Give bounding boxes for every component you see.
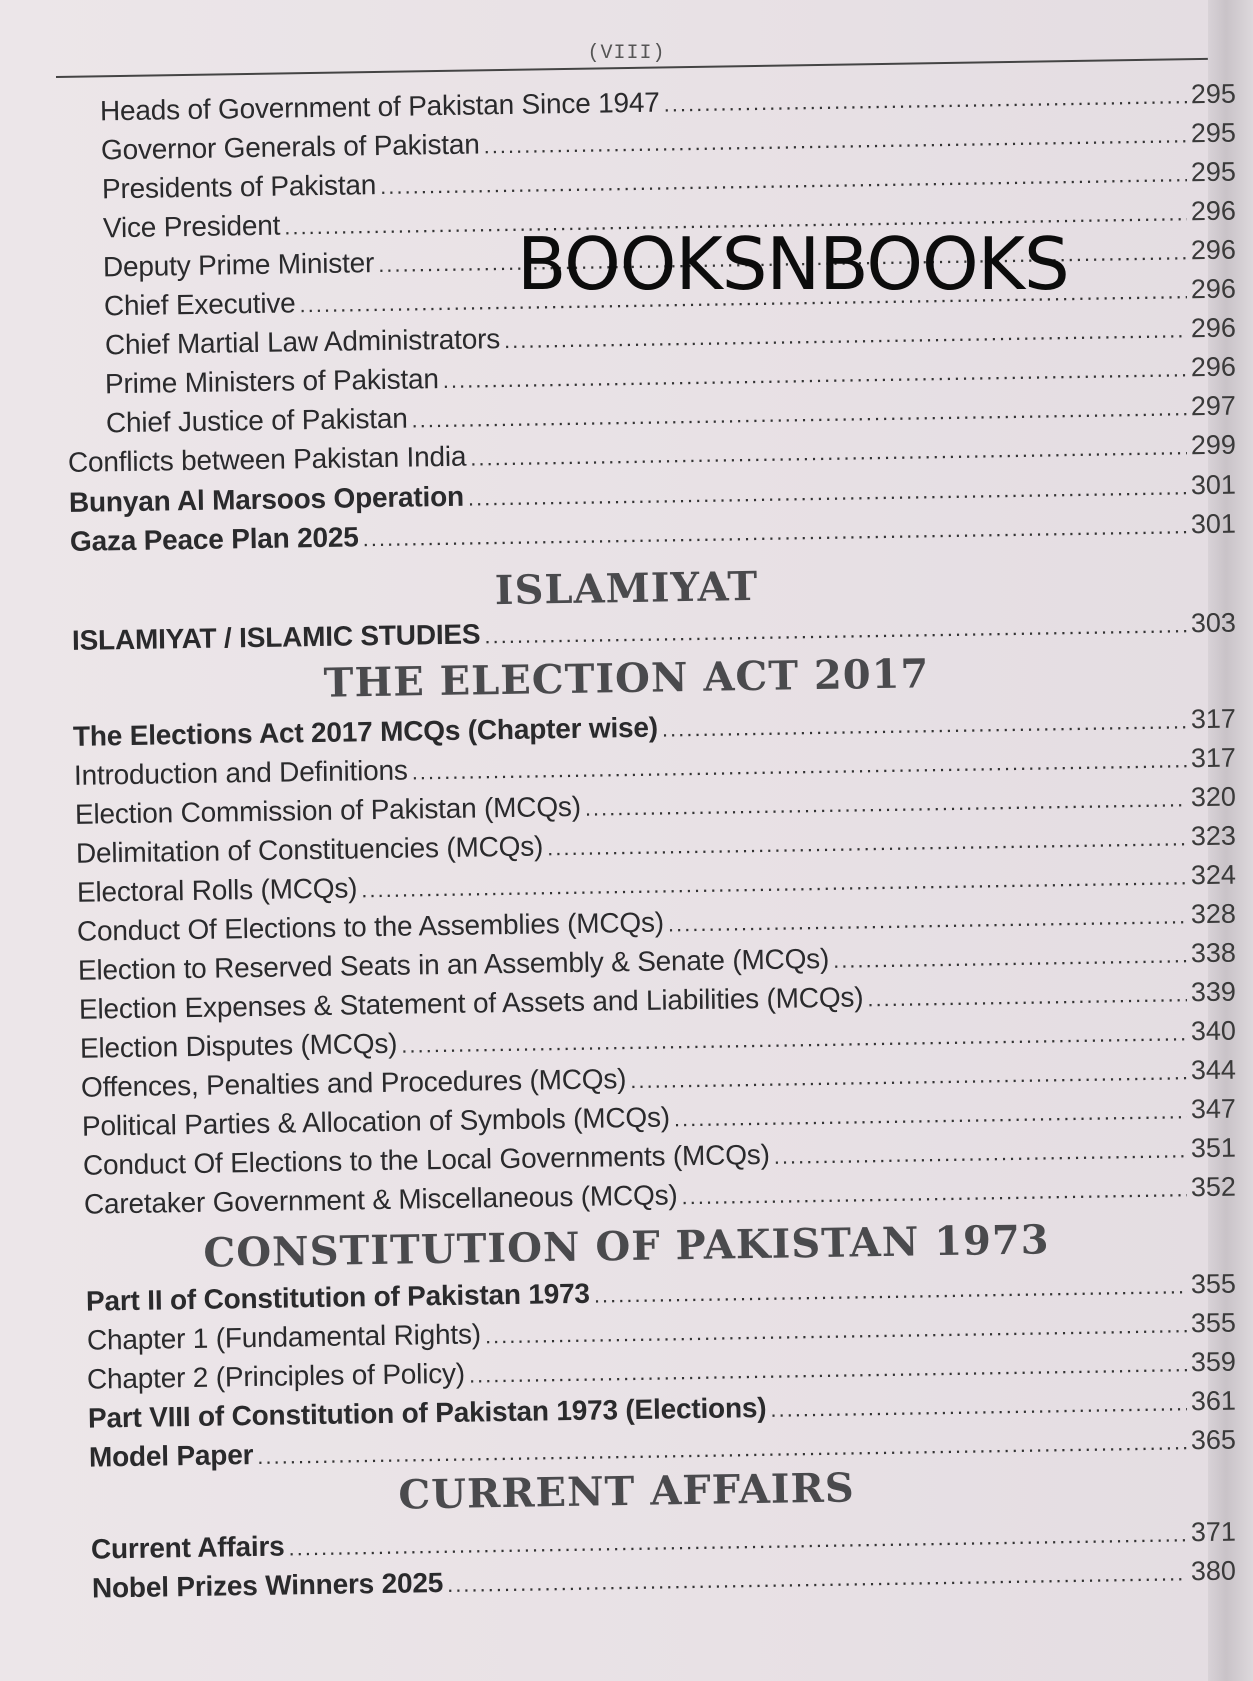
entry-title: Model Paper [88,1439,254,1473]
entry-page: 355 [1190,1307,1237,1339]
entry-page: 328 [1190,898,1237,930]
entry-page: 297 [1190,390,1237,422]
entry-title: Bunyan Al Marsoos Operation [68,480,465,518]
entry-title: Delimitation of Constituencies (MCQs) [75,830,544,869]
entry-title: Presidents of Pakistan [101,169,377,205]
entry-page: 317 [1190,742,1237,774]
entry-title: Caretaker Government & Miscellaneous (MCQs) [83,1179,678,1220]
entry-page: 371 [1190,1516,1237,1548]
entry-title: Governor Generals of Pakistan [100,128,480,166]
entry-title: Conflicts between Pakistan India [67,440,467,478]
entry-page: 299 [1190,429,1237,461]
dot-leader [681,1169,1187,1217]
entry-title: Election Disputes (MCQs) [79,1027,398,1064]
entry-title: Part II of Constitution of Pakistan 1973 [85,1277,591,1317]
entry-page: 344 [1190,1054,1237,1086]
entry-title: Prime Ministers of Pakistan [104,363,440,400]
entry-title: Chapter 2 (Principles of Policy) [86,1357,466,1395]
entry-page: 296 [1190,234,1237,266]
entry-page: 323 [1190,820,1237,852]
page-number-roman: (VIII) [587,42,666,65]
entry-title: Election Commission of Pakistan (MCQs) [74,790,582,830]
entry-page: 340 [1190,1015,1237,1047]
entry-title: Chief Martial Law Administrators [104,323,501,361]
entry-title: Introduction and Definitions [73,754,408,791]
entry-title: Chapter 1 (Fundamental Rights) [86,1318,482,1356]
watermark-text: BOOKSNBOOKS [517,222,1069,306]
entry-title: Election Expenses & Statement of Assets and Liabilities (MCQs) [78,981,864,1025]
section-heading-current-affairs: CURRENT AFFAIRS [398,1464,855,1519]
entry-title: Current Affairs [90,1530,285,1565]
entry-page: 317 [1190,703,1237,735]
entry-page: 320 [1190,781,1237,813]
entry-title: Electoral Rolls (MCQs) [76,872,358,908]
section-heading-constitution: CONSTITUTION OF PAKISTAN 1973 [203,1216,1050,1277]
entry-title: Part VIII of Constitution of Pakistan 1973 (Elections) [87,1391,767,1434]
entry-page: 351 [1190,1132,1237,1164]
entry-title: Chief Executive [103,287,296,322]
entry-page: 339 [1190,976,1237,1008]
entry-page: 361 [1190,1385,1237,1417]
section-heading-islamiyat: ISLAMIYAT [494,562,759,615]
entry-title: Chief Justice of Pakistan [105,402,408,439]
entry-title: Election to Reserved Seats in an Assembly & Senate (MCQs) [77,942,830,986]
entry-title: Conduct Of Elections to the Assemblies (MCQs) [76,906,665,947]
entry-title: Gaza Peace Plan 2025 [69,521,359,557]
entry-page: 301 [1190,508,1237,540]
entry-page: 324 [1190,859,1237,891]
entry-page: 295 [1190,156,1237,188]
entry-page: 355 [1190,1268,1237,1300]
entry-page: 296 [1190,312,1237,344]
entry-title: Political Parties & Allocation of Symbols (MCQs) [81,1101,671,1142]
entry-page: 295 [1190,78,1237,110]
entry-title: Heads of Government of Pakistan Since 1947 [99,86,660,127]
entry-page: 347 [1190,1093,1237,1125]
entry-title: Vice President [102,209,281,244]
entry-title: The Elections Act 2017 MCQs (Chapter wise) [72,711,659,752]
entry-page: 296 [1190,351,1237,383]
entry-page: 365 [1190,1424,1237,1456]
entry-title: Deputy Prime Minister [102,247,375,283]
entry-page: 301 [1190,469,1237,501]
entry-page: 296 [1190,273,1237,305]
entry-page: 295 [1190,117,1237,149]
entry-page: 352 [1190,1171,1237,1203]
entry-page: 296 [1190,195,1237,227]
entry-title: Offences, Penalties and Procedures (MCQs) [80,1063,627,1103]
entry-title: Conduct Of Elections to the Local Governments (MCQs) [82,1138,770,1181]
entry-page: 380 [1190,1555,1237,1587]
dot-leader [447,1553,1187,1605]
entry-title: ISLAMIYAT / ISLAMIC STUDIES [71,618,481,656]
entry-page: 359 [1190,1346,1237,1378]
entry-title: Nobel Prizes Winners 2025 [91,1567,444,1604]
section-heading-election-act: THE ELECTION ACT 2017 [323,650,930,707]
entry-page: 303 [1190,607,1237,639]
entry-page: 338 [1190,937,1237,969]
